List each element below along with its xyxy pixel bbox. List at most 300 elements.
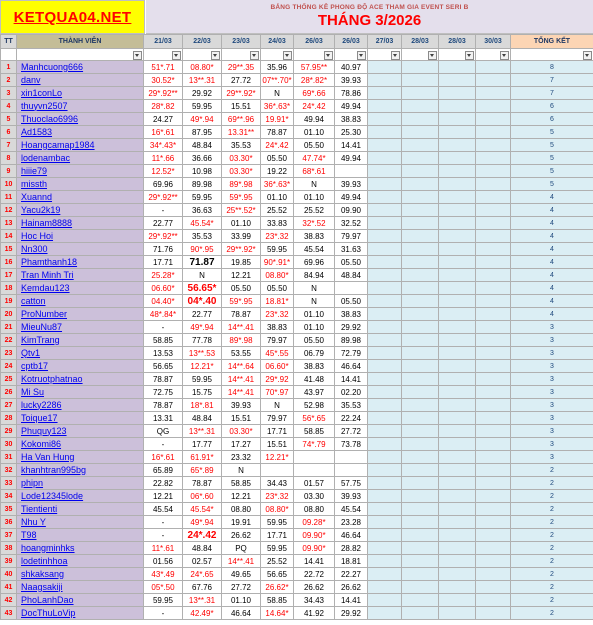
score-cell: - (144, 516, 183, 529)
empty-date-cell (368, 386, 402, 399)
empty-date-cell (368, 477, 402, 490)
member-cell (17, 152, 144, 165)
score-cell: 12.21* (183, 360, 222, 373)
score-cell: 14.41 (335, 594, 368, 607)
row-number: 16 (1, 256, 17, 269)
score-cell: 57.75 (335, 477, 368, 490)
member-cell (17, 74, 144, 87)
table-body (1, 61, 593, 620)
member-name-link[interactable]: lodenambac (21, 152, 71, 163)
table-row (1, 412, 593, 425)
total-cell: 3 (511, 347, 593, 360)
filter-dropdown-icon[interactable] (465, 51, 474, 60)
member-name-link[interactable]: Hainam8888 (21, 217, 73, 228)
member-name-link[interactable]: Tran Minh Tri (21, 269, 74, 280)
empty-date-cell (402, 555, 439, 568)
score-cell: 05.50 (335, 256, 368, 269)
score-cell: 59.95 (183, 373, 222, 386)
score-cell: 45.54* (183, 217, 222, 230)
score-cell: 27.72 (222, 74, 261, 87)
empty-date-cell (368, 555, 402, 568)
row-number: 7 (1, 139, 17, 152)
score-cell: 17.27 (222, 438, 261, 451)
empty-date-cell (402, 425, 439, 438)
empty-date-cell (476, 477, 511, 490)
score-cell: 03.30 (294, 490, 335, 503)
empty-date-cell (368, 126, 402, 139)
score-cell: 56*.65 (294, 412, 335, 425)
row-number: 40 (1, 568, 17, 581)
row-number: 36 (1, 516, 17, 529)
score-cell: 14**.41 (222, 386, 261, 399)
empty-date-cell (476, 74, 511, 87)
member-cell (17, 373, 144, 386)
member-name-link[interactable]: Ad1583 (21, 126, 53, 137)
score-cell: 09.28* (294, 516, 335, 529)
member-name-link[interactable]: Naagsakiji (21, 581, 63, 592)
member-name-link[interactable]: Kokomi86 (21, 438, 62, 449)
filter-dropdown-icon[interactable] (500, 51, 509, 60)
member-name-link[interactable]: T98 (21, 529, 37, 540)
score-cell: 25.28* (144, 269, 183, 282)
filter-dropdown-icon[interactable] (250, 51, 259, 60)
empty-date-cell (439, 230, 476, 243)
empty-date-cell (439, 217, 476, 230)
filter-cell (335, 49, 368, 61)
empty-date-cell (402, 490, 439, 503)
filter-dropdown-icon[interactable] (357, 51, 366, 60)
row-number: 15 (1, 243, 17, 256)
empty-date-cell (439, 529, 476, 542)
empty-date-cell (402, 477, 439, 490)
empty-date-cell (402, 503, 439, 516)
table-row (1, 243, 593, 256)
empty-date-cell (368, 152, 402, 165)
score-cell: - (144, 321, 183, 334)
score-cell: 12.52* (144, 165, 183, 178)
empty-date-cell (439, 490, 476, 503)
score-cell (294, 464, 335, 477)
empty-date-cell (402, 243, 439, 256)
score-cell: 38.83 (294, 360, 335, 373)
score-cell: 15.51 (222, 412, 261, 425)
score-cell: 90*.91* (261, 256, 294, 269)
filter-dropdown-icon[interactable] (283, 51, 292, 60)
empty-date-cell (476, 87, 511, 100)
member-name-link[interactable]: Yacu2k19 (21, 204, 61, 215)
table-row (1, 126, 593, 139)
member-name-link[interactable]: Phuquy123 (21, 425, 67, 436)
empty-date-cell (402, 61, 439, 74)
score-cell: 59.95 (183, 100, 222, 113)
empty-date-cell (476, 230, 511, 243)
empty-date-cell (476, 516, 511, 529)
filter-dropdown-icon[interactable] (133, 51, 142, 60)
empty-date-cell (476, 191, 511, 204)
score-cell: 24*.42 (294, 100, 335, 113)
member-name-link[interactable]: hoangminhks (21, 542, 75, 553)
member-name-link[interactable]: missth (21, 178, 48, 189)
score-cell: 43*.49 (144, 568, 183, 581)
total-cell: 4 (511, 269, 593, 282)
score-cell: 33.83 (261, 217, 294, 230)
empty-date-cell (402, 321, 439, 334)
score-cell: 08.80* (183, 61, 222, 74)
filter-cell (1, 49, 17, 61)
col-header-date: 28/03 (439, 35, 476, 49)
score-cell: 56.65* (183, 282, 222, 295)
row-number: 25 (1, 373, 17, 386)
score-cell: 19.91 (222, 516, 261, 529)
table-row (1, 490, 593, 503)
table-row (1, 61, 593, 74)
member-name-link[interactable]: KimTrang (21, 334, 60, 345)
site-logo-text[interactable]: KETQUA04.NET (13, 8, 132, 26)
score-cell: 15.51 (222, 100, 261, 113)
score-cell: 78.87 (144, 373, 183, 386)
member-cell (17, 529, 144, 542)
member-cell (17, 425, 144, 438)
row-number: 5 (1, 113, 17, 126)
score-cell: 22.82 (144, 477, 183, 490)
score-cell: 03.30* (222, 152, 261, 165)
score-cell: 39.93 (222, 399, 261, 412)
score-cell: 13**.31 (183, 594, 222, 607)
member-name-link[interactable]: Kotruotphatnao (21, 373, 83, 384)
score-cell: 06.79 (294, 347, 335, 360)
table-row (1, 230, 593, 243)
member-cell (17, 451, 144, 464)
member-name-link[interactable]: Mi Su (21, 386, 45, 397)
score-cell: 59*.95 (222, 295, 261, 308)
total-cell: 2 (511, 542, 593, 555)
member-name-link[interactable]: Kemdau123 (21, 282, 70, 293)
member-name-link[interactable]: cptb17 (21, 360, 49, 371)
member-name-link[interactable]: Xuannd (21, 191, 53, 202)
score-cell: 35.53 (222, 139, 261, 152)
empty-date-cell (402, 581, 439, 594)
empty-date-cell (368, 503, 402, 516)
row-number: 8 (1, 152, 17, 165)
member-name-link[interactable]: DocThuLoVip (21, 607, 76, 618)
empty-date-cell (368, 269, 402, 282)
total-cell: 2 (511, 464, 593, 477)
empty-date-cell (402, 139, 439, 152)
score-cell: 45.54 (294, 243, 335, 256)
score-cell: 14**.41 (222, 321, 261, 334)
member-cell (17, 243, 144, 256)
table-row (1, 100, 593, 113)
empty-date-cell (368, 295, 402, 308)
filter-dropdown-icon[interactable] (172, 51, 181, 60)
score-cell: N (261, 399, 294, 412)
empty-date-cell (368, 139, 402, 152)
row-number: 31 (1, 451, 17, 464)
score-cell: 19.91* (261, 113, 294, 126)
score-cell: 01.10 (294, 321, 335, 334)
score-cell: 40.97 (335, 61, 368, 74)
member-cell (17, 568, 144, 581)
score-cell: 13.53 (144, 347, 183, 360)
score-cell: 45.54* (183, 503, 222, 516)
score-cell: - (144, 204, 183, 217)
score-cell: 49*.94 (183, 321, 222, 334)
total-cell: 4 (511, 191, 593, 204)
empty-date-cell (368, 165, 402, 178)
empty-date-cell (439, 503, 476, 516)
empty-date-cell (439, 360, 476, 373)
member-name-link[interactable]: shkaksang (21, 568, 65, 579)
score-cell: 29.92 (183, 87, 222, 100)
score-cell: 09.90* (294, 542, 335, 555)
score-cell: 06.60* (261, 360, 294, 373)
member-cell (17, 230, 144, 243)
row-number: 43 (1, 607, 17, 620)
member-cell (17, 464, 144, 477)
empty-date-cell (368, 412, 402, 425)
member-name-link[interactable]: Toique17 (21, 412, 58, 423)
empty-date-cell (439, 581, 476, 594)
score-cell: 28*.82 (144, 100, 183, 113)
empty-date-cell (476, 334, 511, 347)
score-cell: 23*.32 (261, 308, 294, 321)
total-cell: 3 (511, 412, 593, 425)
empty-date-cell (368, 438, 402, 451)
score-cell: 23*.32 (261, 230, 294, 243)
member-name-link[interactable]: Phamthanh18 (21, 256, 78, 267)
table-row (1, 438, 593, 451)
score-cell: 43.97 (294, 386, 335, 399)
score-cell: 79.97 (261, 334, 294, 347)
empty-date-cell (439, 100, 476, 113)
score-cell (335, 282, 368, 295)
score-cell: 78.86 (335, 87, 368, 100)
score-cell: 34.43 (294, 594, 335, 607)
member-name-link[interactable]: Thuoclao6996 (21, 113, 79, 124)
row-number: 14 (1, 230, 17, 243)
member-name-link[interactable]: PhoLanhDao (21, 594, 74, 605)
score-cell: 19.22 (261, 165, 294, 178)
empty-date-cell (368, 607, 402, 620)
empty-date-cell (476, 529, 511, 542)
member-cell (17, 477, 144, 490)
score-cell: 18.81 (335, 555, 368, 568)
member-name-link[interactable]: lucky2286 (21, 399, 62, 410)
score-cell: 04.40* (144, 295, 183, 308)
empty-date-cell (402, 607, 439, 620)
col-header-total: TỔNG KẾT (511, 35, 593, 49)
member-cell (17, 321, 144, 334)
score-cell: 65.89 (144, 464, 183, 477)
empty-date-cell (476, 113, 511, 126)
score-cell: N (261, 87, 294, 100)
score-cell: 79.97 (261, 412, 294, 425)
score-cell: 04*.40 (183, 295, 222, 308)
score-cell: 02.20 (335, 386, 368, 399)
score-cell: 89*.98 (222, 178, 261, 191)
member-cell (17, 334, 144, 347)
score-cell: N (294, 295, 335, 308)
total-cell: 5 (511, 126, 593, 139)
score-cell: 73.78 (335, 438, 368, 451)
empty-date-cell (368, 191, 402, 204)
table-row (1, 399, 593, 412)
empty-date-cell (368, 425, 402, 438)
score-cell: N (294, 282, 335, 295)
member-cell (17, 581, 144, 594)
score-cell: 89*.98 (222, 334, 261, 347)
score-cell: 13**.31 (183, 74, 222, 87)
member-name-link[interactable]: catton (21, 295, 46, 306)
score-cell (261, 464, 294, 477)
score-cell: 48.84 (183, 542, 222, 555)
empty-date-cell (402, 178, 439, 191)
score-cell: 39.93 (335, 490, 368, 503)
score-cell: 05*.50 (144, 581, 183, 594)
member-cell (17, 178, 144, 191)
row-number: 29 (1, 425, 17, 438)
table-row (1, 360, 593, 373)
filter-dropdown-icon[interactable] (391, 51, 400, 60)
empty-date-cell (439, 438, 476, 451)
empty-date-cell (368, 529, 402, 542)
member-cell (17, 256, 144, 269)
filter-cell (439, 49, 476, 61)
empty-date-cell (402, 568, 439, 581)
empty-date-cell (476, 386, 511, 399)
member-name-link[interactable]: Manhcuong666 (21, 61, 84, 72)
score-cell: 28.82 (335, 542, 368, 555)
score-cell: 46.64 (335, 529, 368, 542)
member-name-link[interactable]: lodetinhhoa (21, 555, 68, 566)
empty-date-cell (402, 217, 439, 230)
score-cell: 22.27 (335, 568, 368, 581)
filter-dropdown-icon[interactable] (583, 51, 592, 60)
member-name-link[interactable]: khanhtran995bg (21, 464, 87, 475)
table-row (1, 334, 593, 347)
table-row (1, 217, 593, 230)
score-cell: 05.50 (222, 282, 261, 295)
member-name-link[interactable]: Ha Van Hung (21, 451, 75, 462)
table-row (1, 204, 593, 217)
score-cell: 02.57 (183, 555, 222, 568)
member-name-link[interactable]: Qtv1 (21, 347, 41, 358)
empty-date-cell (439, 74, 476, 87)
member-name-link[interactable]: phipn (21, 477, 44, 488)
member-cell (17, 87, 144, 100)
empty-date-cell (439, 165, 476, 178)
member-name-link[interactable]: Nn300 (21, 243, 48, 254)
member-name-link[interactable]: danv (21, 74, 41, 85)
empty-date-cell (476, 542, 511, 555)
total-cell: 4 (511, 282, 593, 295)
score-cell: 45.54 (335, 503, 368, 516)
score-cell: 27.72 (335, 425, 368, 438)
title-banner (146, 0, 593, 34)
score-cell: 13**.53 (183, 347, 222, 360)
filter-dropdown-icon[interactable] (428, 51, 437, 60)
score-cell: 05.50 (261, 152, 294, 165)
filter-dropdown-icon[interactable] (324, 51, 333, 60)
score-cell: 34.43 (261, 477, 294, 490)
score-cell: 59*.95 (222, 191, 261, 204)
empty-date-cell (402, 282, 439, 295)
empty-date-cell (476, 126, 511, 139)
table-row (1, 87, 593, 100)
score-cell: 08.80 (294, 503, 335, 516)
member-name-link[interactable]: MieuNu87 (21, 321, 63, 332)
member-cell (17, 165, 144, 178)
score-cell: - (144, 438, 183, 451)
filter-dropdown-icon[interactable] (211, 51, 220, 60)
score-cell: 32.52 (335, 217, 368, 230)
member-name-link[interactable]: thuyvn2507 (21, 100, 68, 111)
score-cell: 24*.42 (261, 139, 294, 152)
empty-date-cell (368, 321, 402, 334)
score-cell: 29*.92** (144, 87, 183, 100)
score-cell: 49.65 (222, 568, 261, 581)
member-name-link[interactable]: hiiie79 (21, 165, 48, 176)
header-row (1, 35, 593, 49)
empty-date-cell (476, 321, 511, 334)
score-cell: 39.93 (335, 178, 368, 191)
empty-date-cell (439, 269, 476, 282)
site-logo[interactable] (0, 0, 145, 34)
total-cell: 3 (511, 321, 593, 334)
member-name-link[interactable]: xin1conLo (21, 87, 63, 98)
score-cell: 22.77 (144, 217, 183, 230)
score-cell: 46.64 (222, 607, 261, 620)
member-name-link[interactable]: Hoangcamap1984 (21, 139, 95, 150)
empty-date-cell (368, 451, 402, 464)
empty-date-cell (402, 269, 439, 282)
total-cell: 6 (511, 100, 593, 113)
empty-date-cell (476, 594, 511, 607)
col-header-member: THÀNH VIÊN (17, 35, 144, 49)
member-name-link[interactable]: Hoc Hoi (21, 230, 54, 241)
empty-date-cell (368, 74, 402, 87)
member-name-link[interactable]: ProNumber (21, 308, 68, 319)
member-cell (17, 126, 144, 139)
empty-date-cell (368, 542, 402, 555)
row-number: 11 (1, 191, 17, 204)
score-cell: 59.95 (261, 542, 294, 555)
empty-date-cell (476, 100, 511, 113)
score-cell: 61.91* (183, 451, 222, 464)
member-cell (17, 412, 144, 425)
month-title: THÁNG 3/2026 (317, 12, 422, 29)
empty-date-cell (439, 464, 476, 477)
total-cell: 6 (511, 113, 593, 126)
member-name-link[interactable]: Nhu Y (21, 516, 46, 527)
table-row (1, 581, 593, 594)
score-cell: 32*.52 (294, 217, 335, 230)
member-name-link[interactable]: Tientienti (21, 503, 58, 514)
filter-cell (476, 49, 511, 61)
empty-date-cell (402, 165, 439, 178)
score-cell: 65*.89 (183, 464, 222, 477)
score-cell: 29*.92 (261, 373, 294, 386)
score-cell: 78.87 (222, 308, 261, 321)
member-cell (17, 555, 144, 568)
score-cell: 49*.94 (183, 113, 222, 126)
empty-date-cell (439, 399, 476, 412)
empty-date-cell (439, 568, 476, 581)
empty-date-cell (402, 516, 439, 529)
score-cell: 01.10 (261, 191, 294, 204)
member-name-link[interactable]: Lode12345lode (21, 490, 84, 501)
table-row (1, 282, 593, 295)
